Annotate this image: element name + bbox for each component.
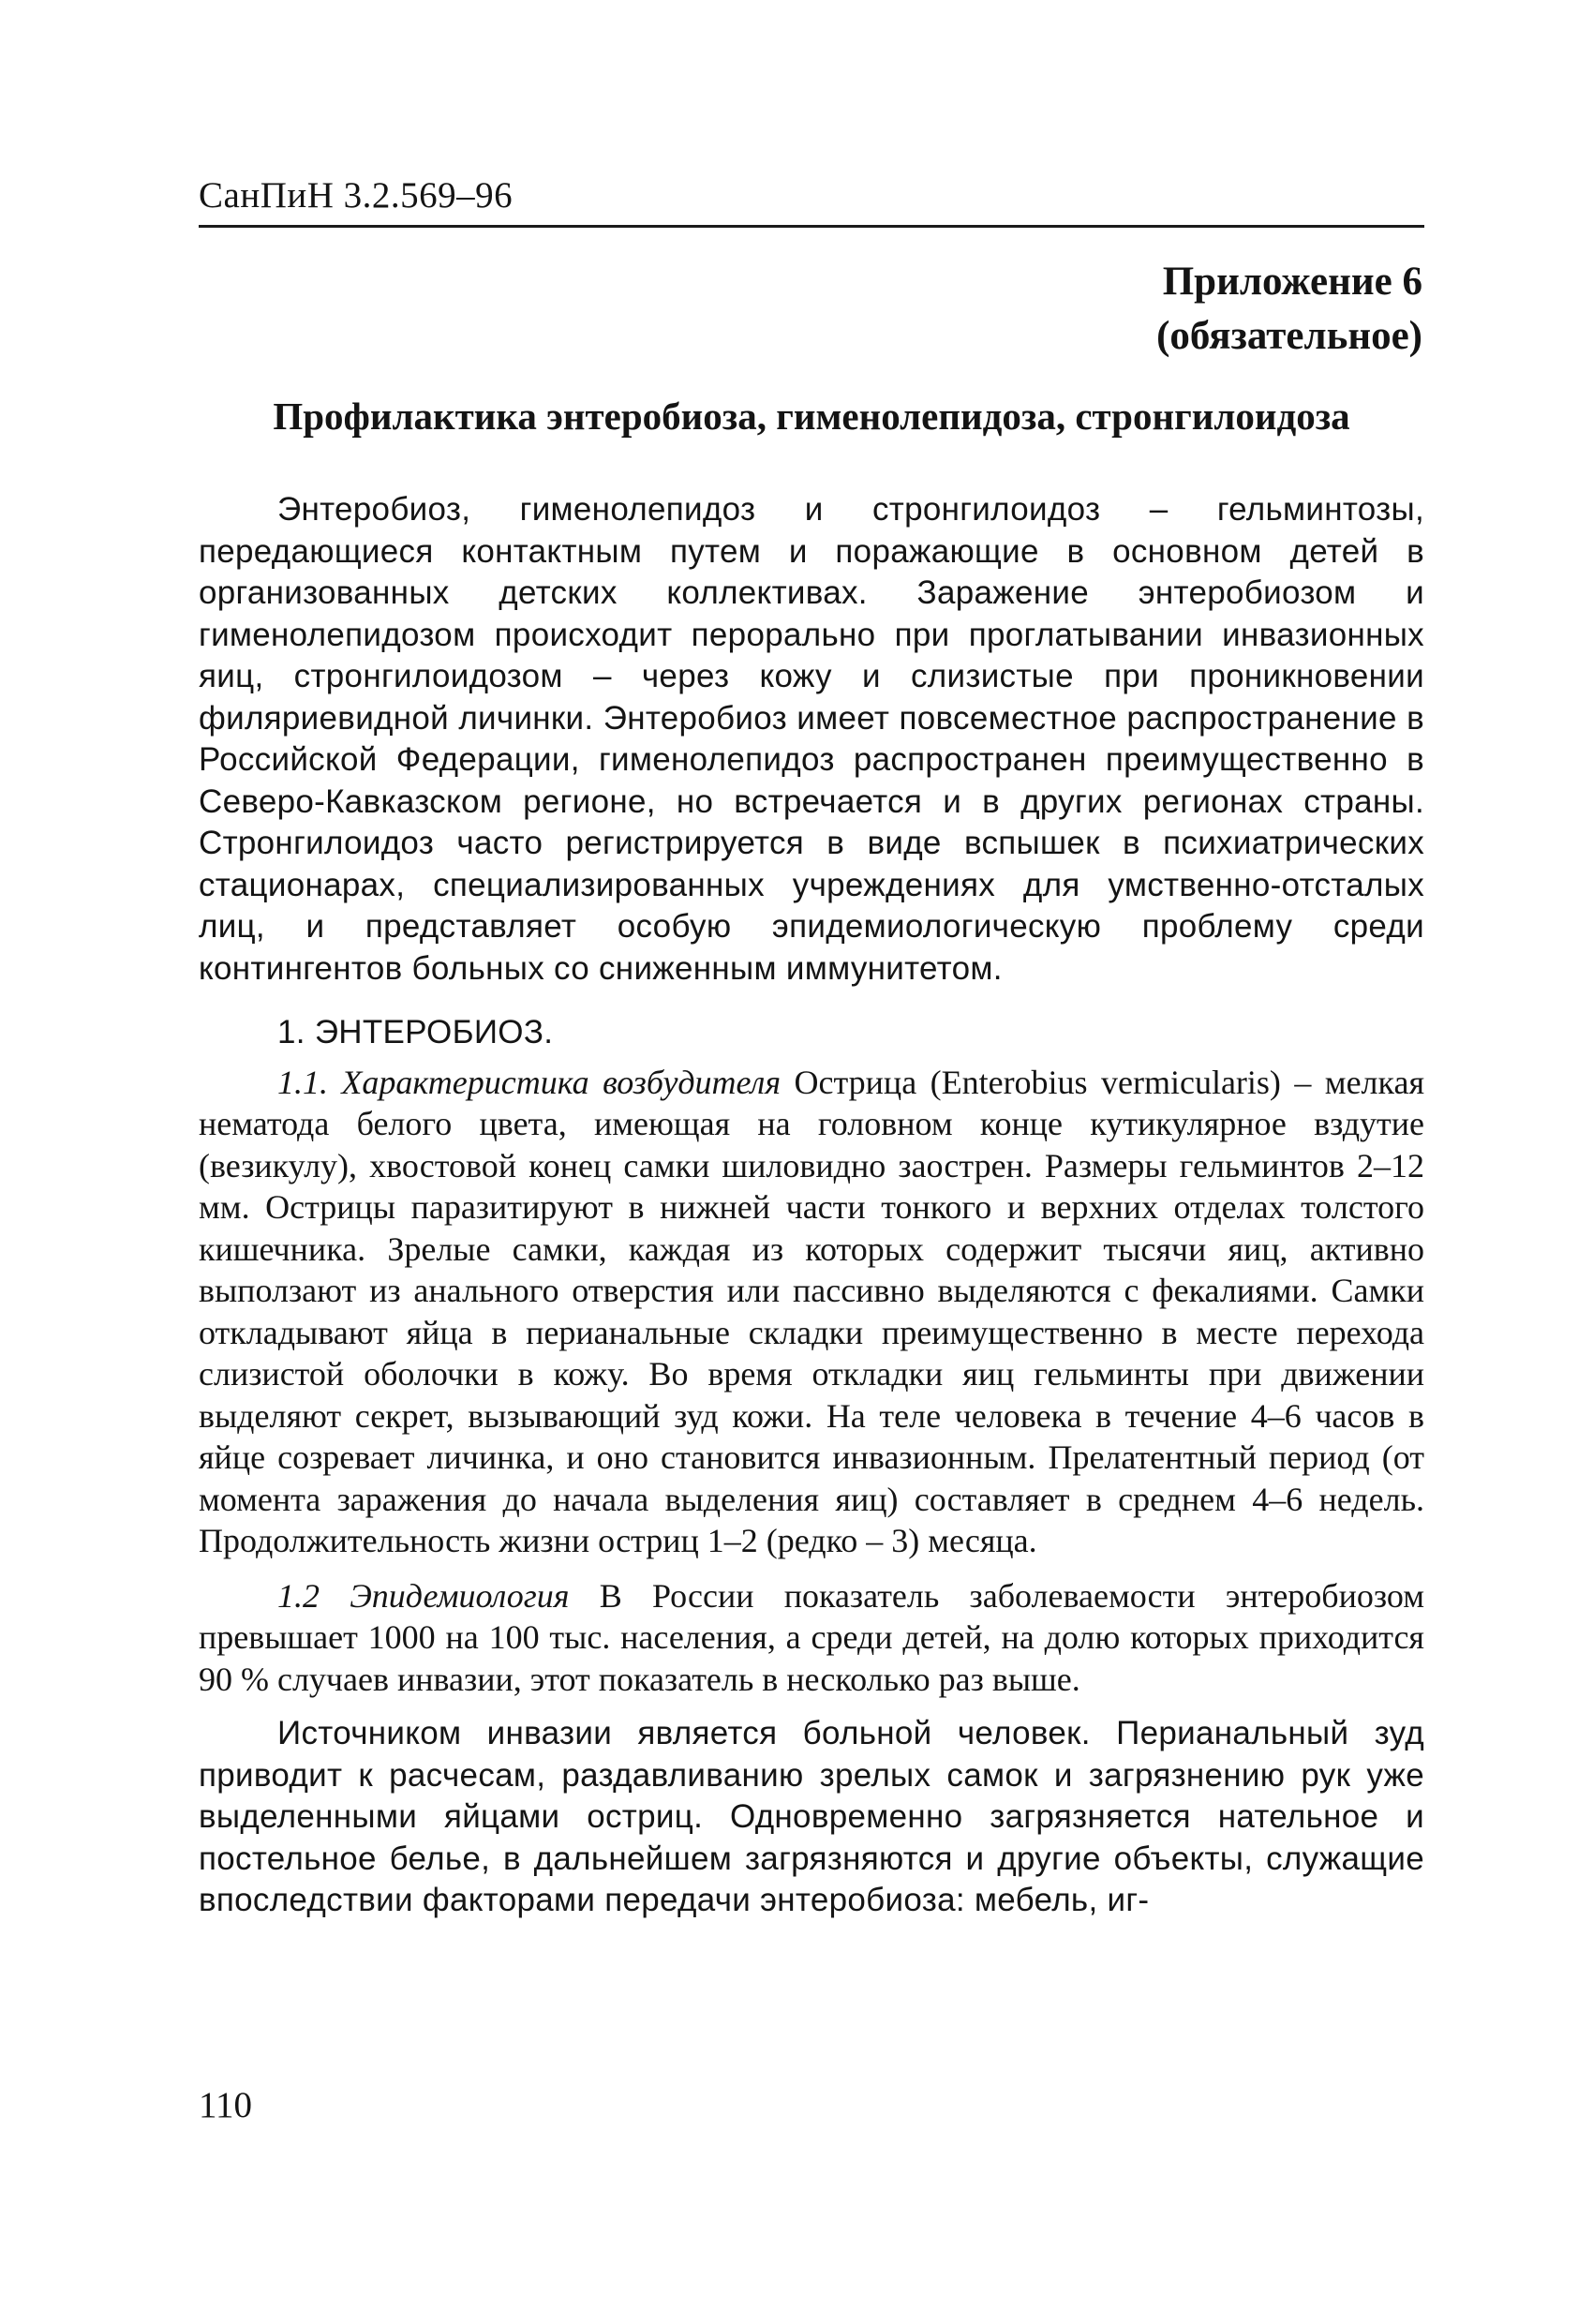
document-title: Профилактика энтеробиоза, гименолепидоза, стронгилоидоза xyxy=(273,395,1350,438)
subsection-pathogen xyxy=(199,1062,1424,1562)
intro-paragraph: Энтеробиоз, гименолепидоз и стронгилоидоз – гельминтозы, передающиеся контактным путем и поражающие в основном детей в организованных детских коллективах. Заражение энтеробиозом и гименолепидозом происходит перорально при проглатывании инвазионных яиц, стронгилоидозом – через кожу и слизистые при проникновении филяриевидной личинки. Энтеробиоз имеет повсеместное распространение в Российской Федерации, гименолепидоз распространен преимущественно в Северо-Кавказском регионе, но встречается и в других регионах страны. Стронгилоидоз часто регистрируется в виде вспышек в психиатрических стационарах, специализированных учреждениях для умственно-отсталых лиц, и представляет особую эпидемиологическую проблему среди контингентов больных со сниженным иммунитетом. xyxy=(199,491,1424,987)
subsection-pathogen-text: Острица (Enterobius vermicularis) – мелкая нематода белого цвета, имеющая на головном конце кутикулярное вздутие (везикулу), хвостовой конец самки шиловидно заострен. Размеры гельминтов 2–12 мм. Острицы паразитируют в нижней части тонкого и верхних отделах толстого кишечника. Зрелые самки, каждая из которых содержит тысячи яиц, активно выползают из анального отверстия или пассивно выделяются с фекалиями. Самки откладывают яйца в перианальные складки преимущественно в месте перехода слизистой оболочки в кожу. Во время откладки яиц гельминты при движении выделяют секрет, вызывающий зуд кожи. На теле человека в течение 4–6 часов в яйце созревает личинка, и оно становится инвазионным. Прелатентный период (от момента заражения до начала выделения яиц) составляет в среднем 4–6 недель. Продолжительность жизни остриц 1–2 (редко – 3) месяца. xyxy=(199,1063,1424,1559)
subsection-epidemiology xyxy=(199,1575,1424,1701)
section-heading-enterobiosis: 1. ЭНТЕРОБИОЗ. xyxy=(277,1014,554,1050)
running-head: СанПиН 3.2.569–96 xyxy=(199,175,514,216)
appendix-label xyxy=(1156,255,1422,364)
subsection-epidemiology-heading: 1.2 Эпидемиология xyxy=(277,1576,570,1615)
header-rule xyxy=(199,225,1424,228)
infection-source-paragraph: Источником инвазии является больной человек. Перианальный зуд приводит к расчесам, раздавливанию зрелых самок и загрязнению рук уже выделенными яйцами остриц. Одновременно загрязняется нательное и постельное белье, в дальнейшем загрязняются и другие объекты, служащие впоследствии факторами передачи энтеробиоза: мебель, иг- xyxy=(199,1715,1424,1918)
subsection-epidemiology-text: В России показатель заболеваемости энтеробиозом превышает 1000 на 100 тыс. населения, а среди детей, на долю которых приходится 90 % случаев инвазии, этот показатель в несколько раз выше. xyxy=(199,1576,1424,1698)
document-body xyxy=(199,489,1424,1922)
subsection-pathogen-heading: 1.1. Характеристика возбудителя xyxy=(277,1063,782,1101)
appendix-status: (обязательное) xyxy=(1156,314,1422,358)
appendix-number: Приложение 6 xyxy=(1162,260,1422,304)
page-number: 110 xyxy=(199,2085,253,2125)
